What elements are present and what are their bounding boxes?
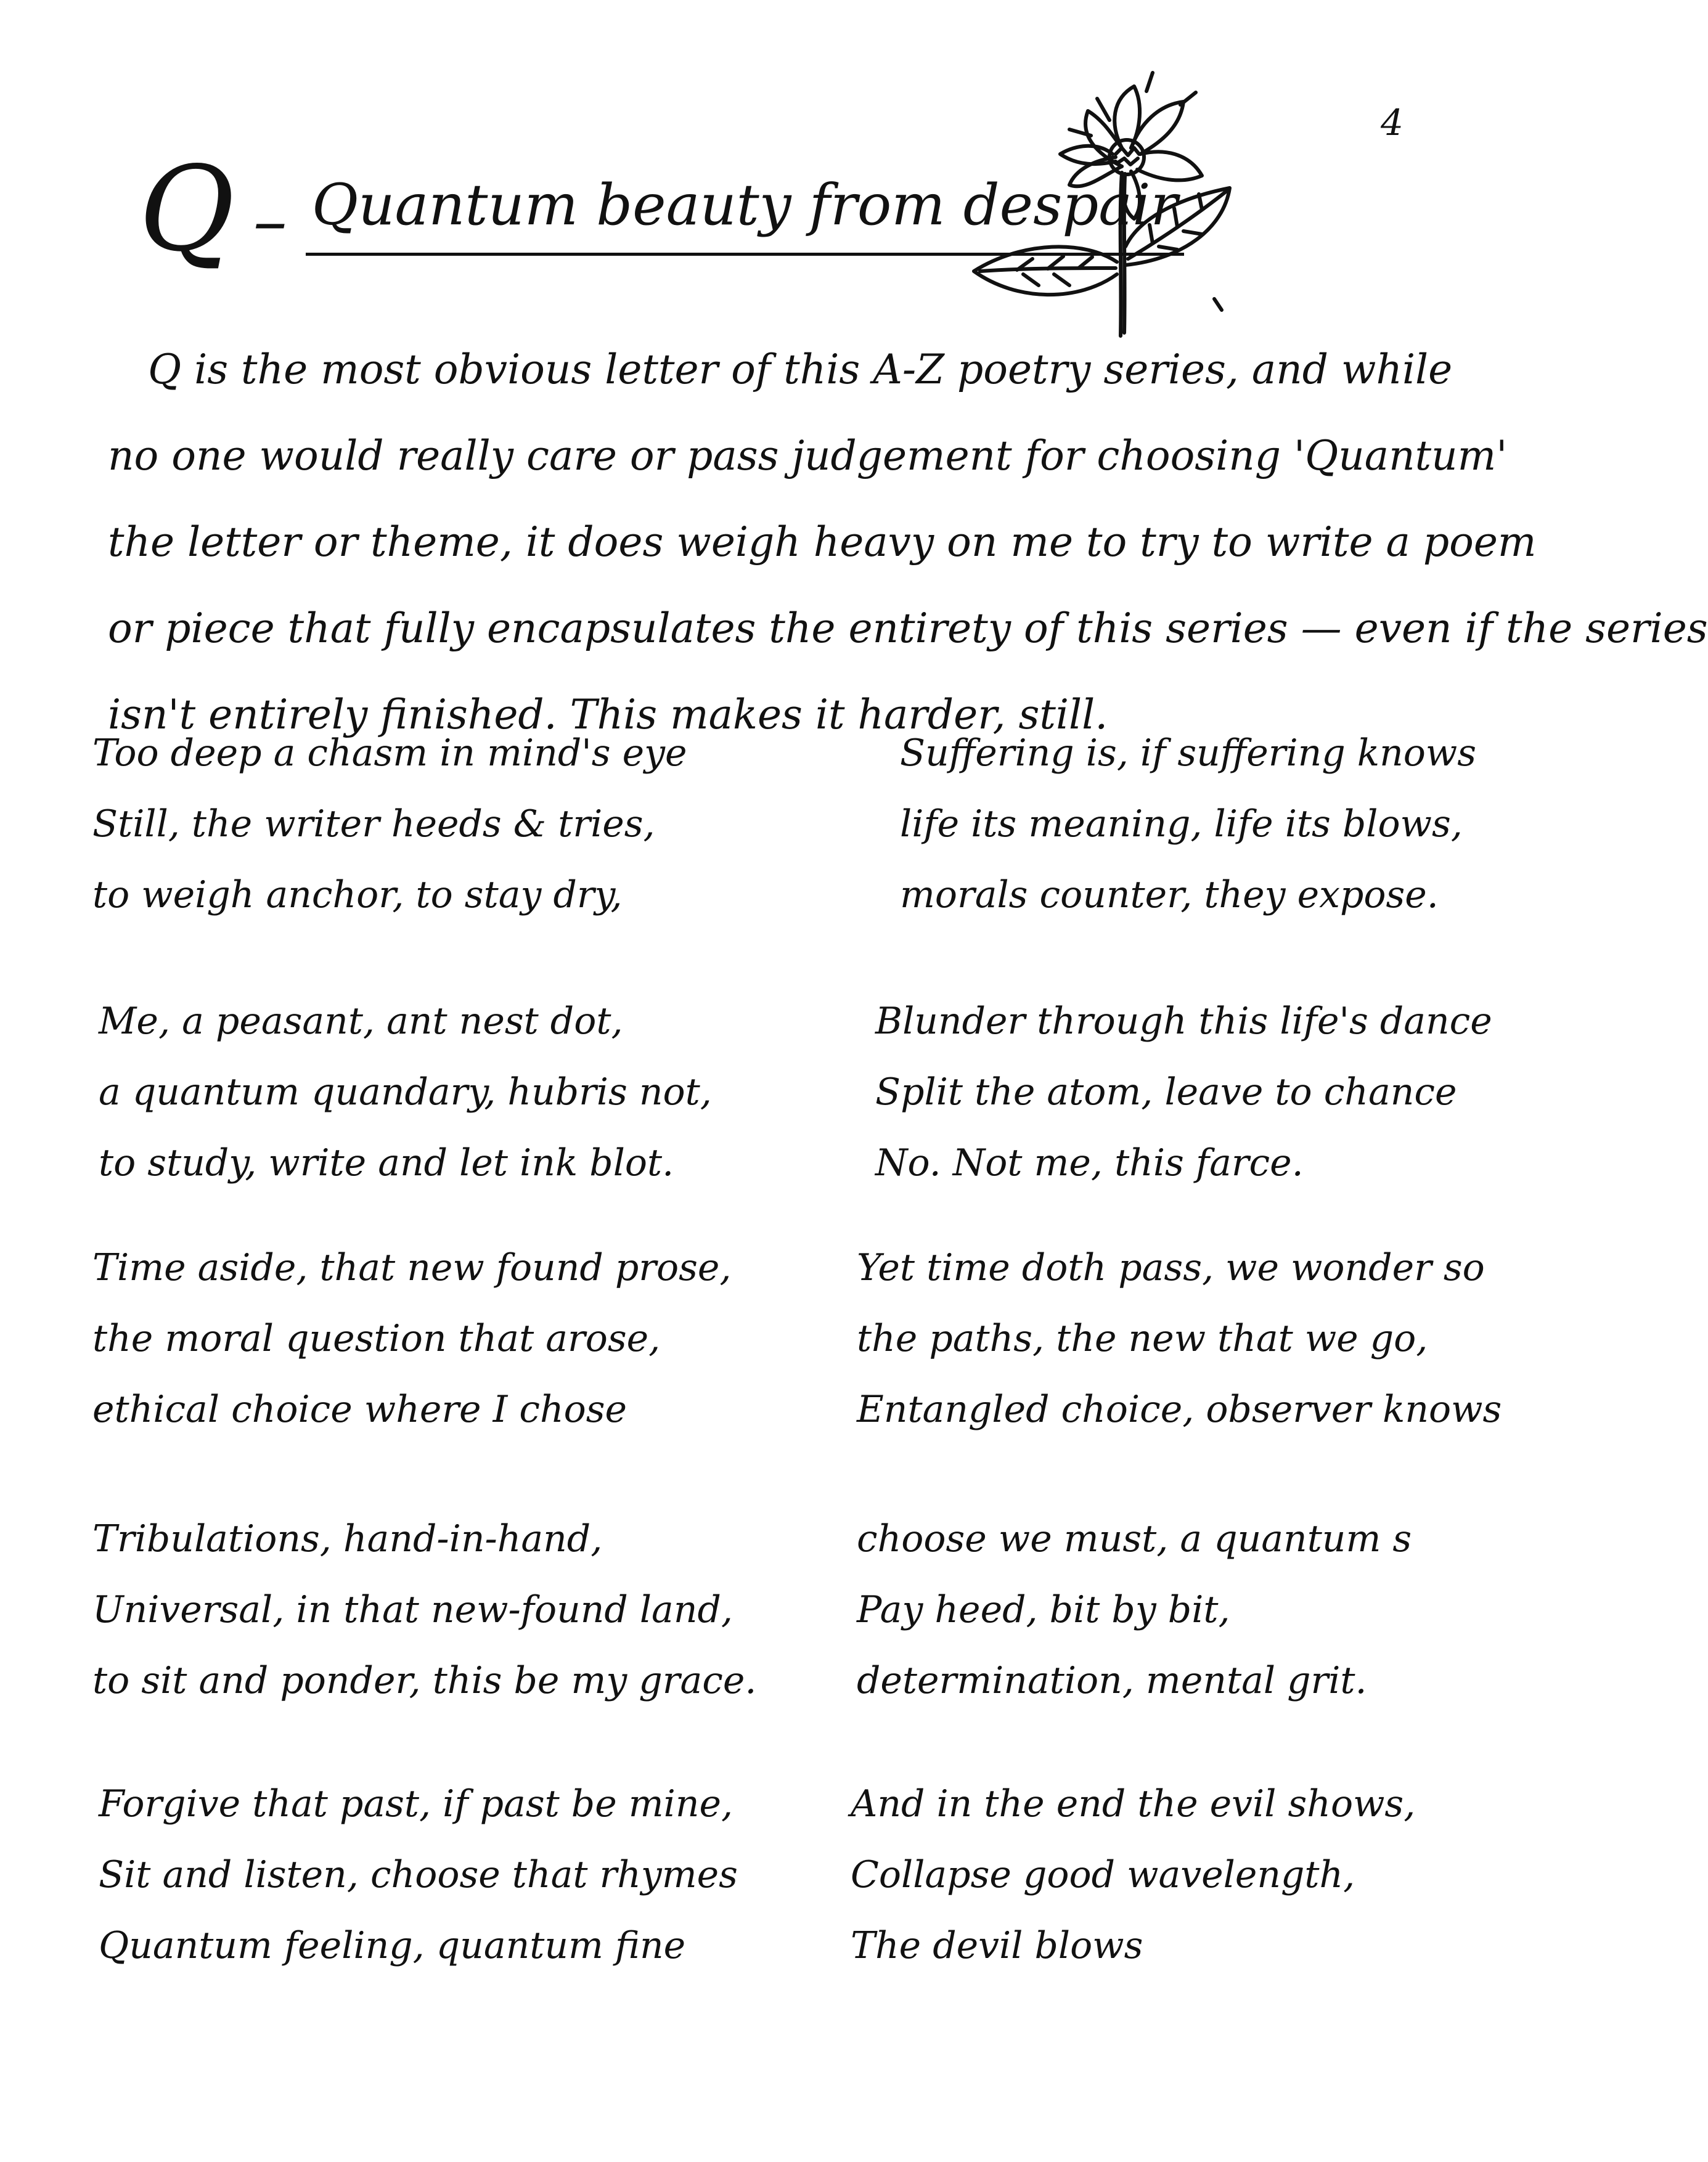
poem-line: Entangled choice, observer knows — [857, 1388, 1502, 1431]
poem-line: Forgive that past, if past be mine, — [99, 1782, 733, 1825]
intro-line: Q is the most obvious letter of this A-Z poetry series, and while — [148, 346, 1453, 393]
poem-line: a quantum quandary, hubris not, — [99, 1071, 712, 1114]
stanza-left-4 — [92, 1504, 756, 1716]
poem-line: Still, the writer heeds & tries, — [92, 802, 655, 846]
page-title: Quantum beauty from despair — [306, 163, 1184, 256]
poem-line: morals counter, they expose. — [900, 873, 1439, 916]
stanza-left-5 — [99, 1769, 738, 1981]
poem-line: Universal, in that new-found land, — [92, 1588, 733, 1631]
poem-line: to study, write and let ink blot. — [99, 1141, 674, 1185]
poem-line: Suffering is, if suffering knows — [900, 732, 1477, 775]
title-dash: – — [253, 181, 287, 260]
poem-line: the paths, the new that we go, — [857, 1317, 1428, 1360]
poem-line: Me, a peasant, ant nest dot, — [99, 1000, 623, 1043]
poem-line: choose we must, a quantum s — [857, 1517, 1412, 1560]
poem-line: life its meaning, life its blows, — [900, 802, 1463, 846]
stanza-right-1 — [900, 718, 1476, 931]
stanza-right-5 — [851, 1769, 1415, 1981]
intro-line: isn't entirely finished. This makes it harder, still. — [108, 691, 1108, 738]
poem-line: And in the end the evil shows, — [851, 1782, 1416, 1825]
page-number: 4 — [1381, 102, 1404, 144]
poem-line: Split the atom, leave to chance — [875, 1071, 1457, 1114]
poem-line: Yet time doth pass, we wonder so — [857, 1246, 1485, 1289]
poem-line: Collapse good wavelength, — [851, 1853, 1355, 1896]
stanza-right-4 — [857, 1504, 1412, 1716]
title-letter: Q — [139, 141, 235, 277]
poem-line: to sit and ponder, this be my grace. — [92, 1659, 757, 1702]
intro-line: the letter or theme, it does weigh heavy on me to try to write a poem — [108, 518, 1537, 566]
stanza-right-3 — [857, 1233, 1502, 1445]
stanza-left-1 — [92, 718, 687, 931]
stanza-left-2 — [99, 986, 712, 1199]
intro-line: no one would really care or pass judgement for choosing 'Quantum' — [108, 432, 1508, 479]
poem-line: ethical choice where I chose — [92, 1388, 627, 1431]
stanza-left-3 — [92, 1233, 731, 1445]
intro-line: or piece that fully encapsulates the entirety of this series — even if the series — [108, 605, 1708, 652]
poem-line: Blunder through this life's dance — [875, 1000, 1492, 1043]
poem-line: Too deep a chasm in mind's eye — [92, 732, 687, 775]
poem-line: Sit and listen, choose that rhymes — [99, 1853, 738, 1896]
intro-paragraph — [108, 327, 1708, 758]
poem-line: The devil blows — [851, 1924, 1143, 1967]
stanza-right-2 — [875, 986, 1492, 1199]
poem-line: Tribulations, hand-in-hand, — [92, 1517, 603, 1560]
poem-line: No. Not me, this farce. — [875, 1141, 1304, 1185]
poem-line: determination, mental grit. — [857, 1659, 1367, 1702]
poem-line: Pay heed, bit by bit, — [857, 1588, 1230, 1631]
poem-line: the moral question that arose, — [92, 1317, 661, 1360]
poem-line: to weigh anchor, to stay dry, — [92, 873, 623, 916]
poem-line: Quantum feeling, quantum fine — [99, 1924, 686, 1967]
flower-icon — [937, 62, 1282, 345]
poem-line: Time aside, that new found prose, — [92, 1246, 732, 1289]
